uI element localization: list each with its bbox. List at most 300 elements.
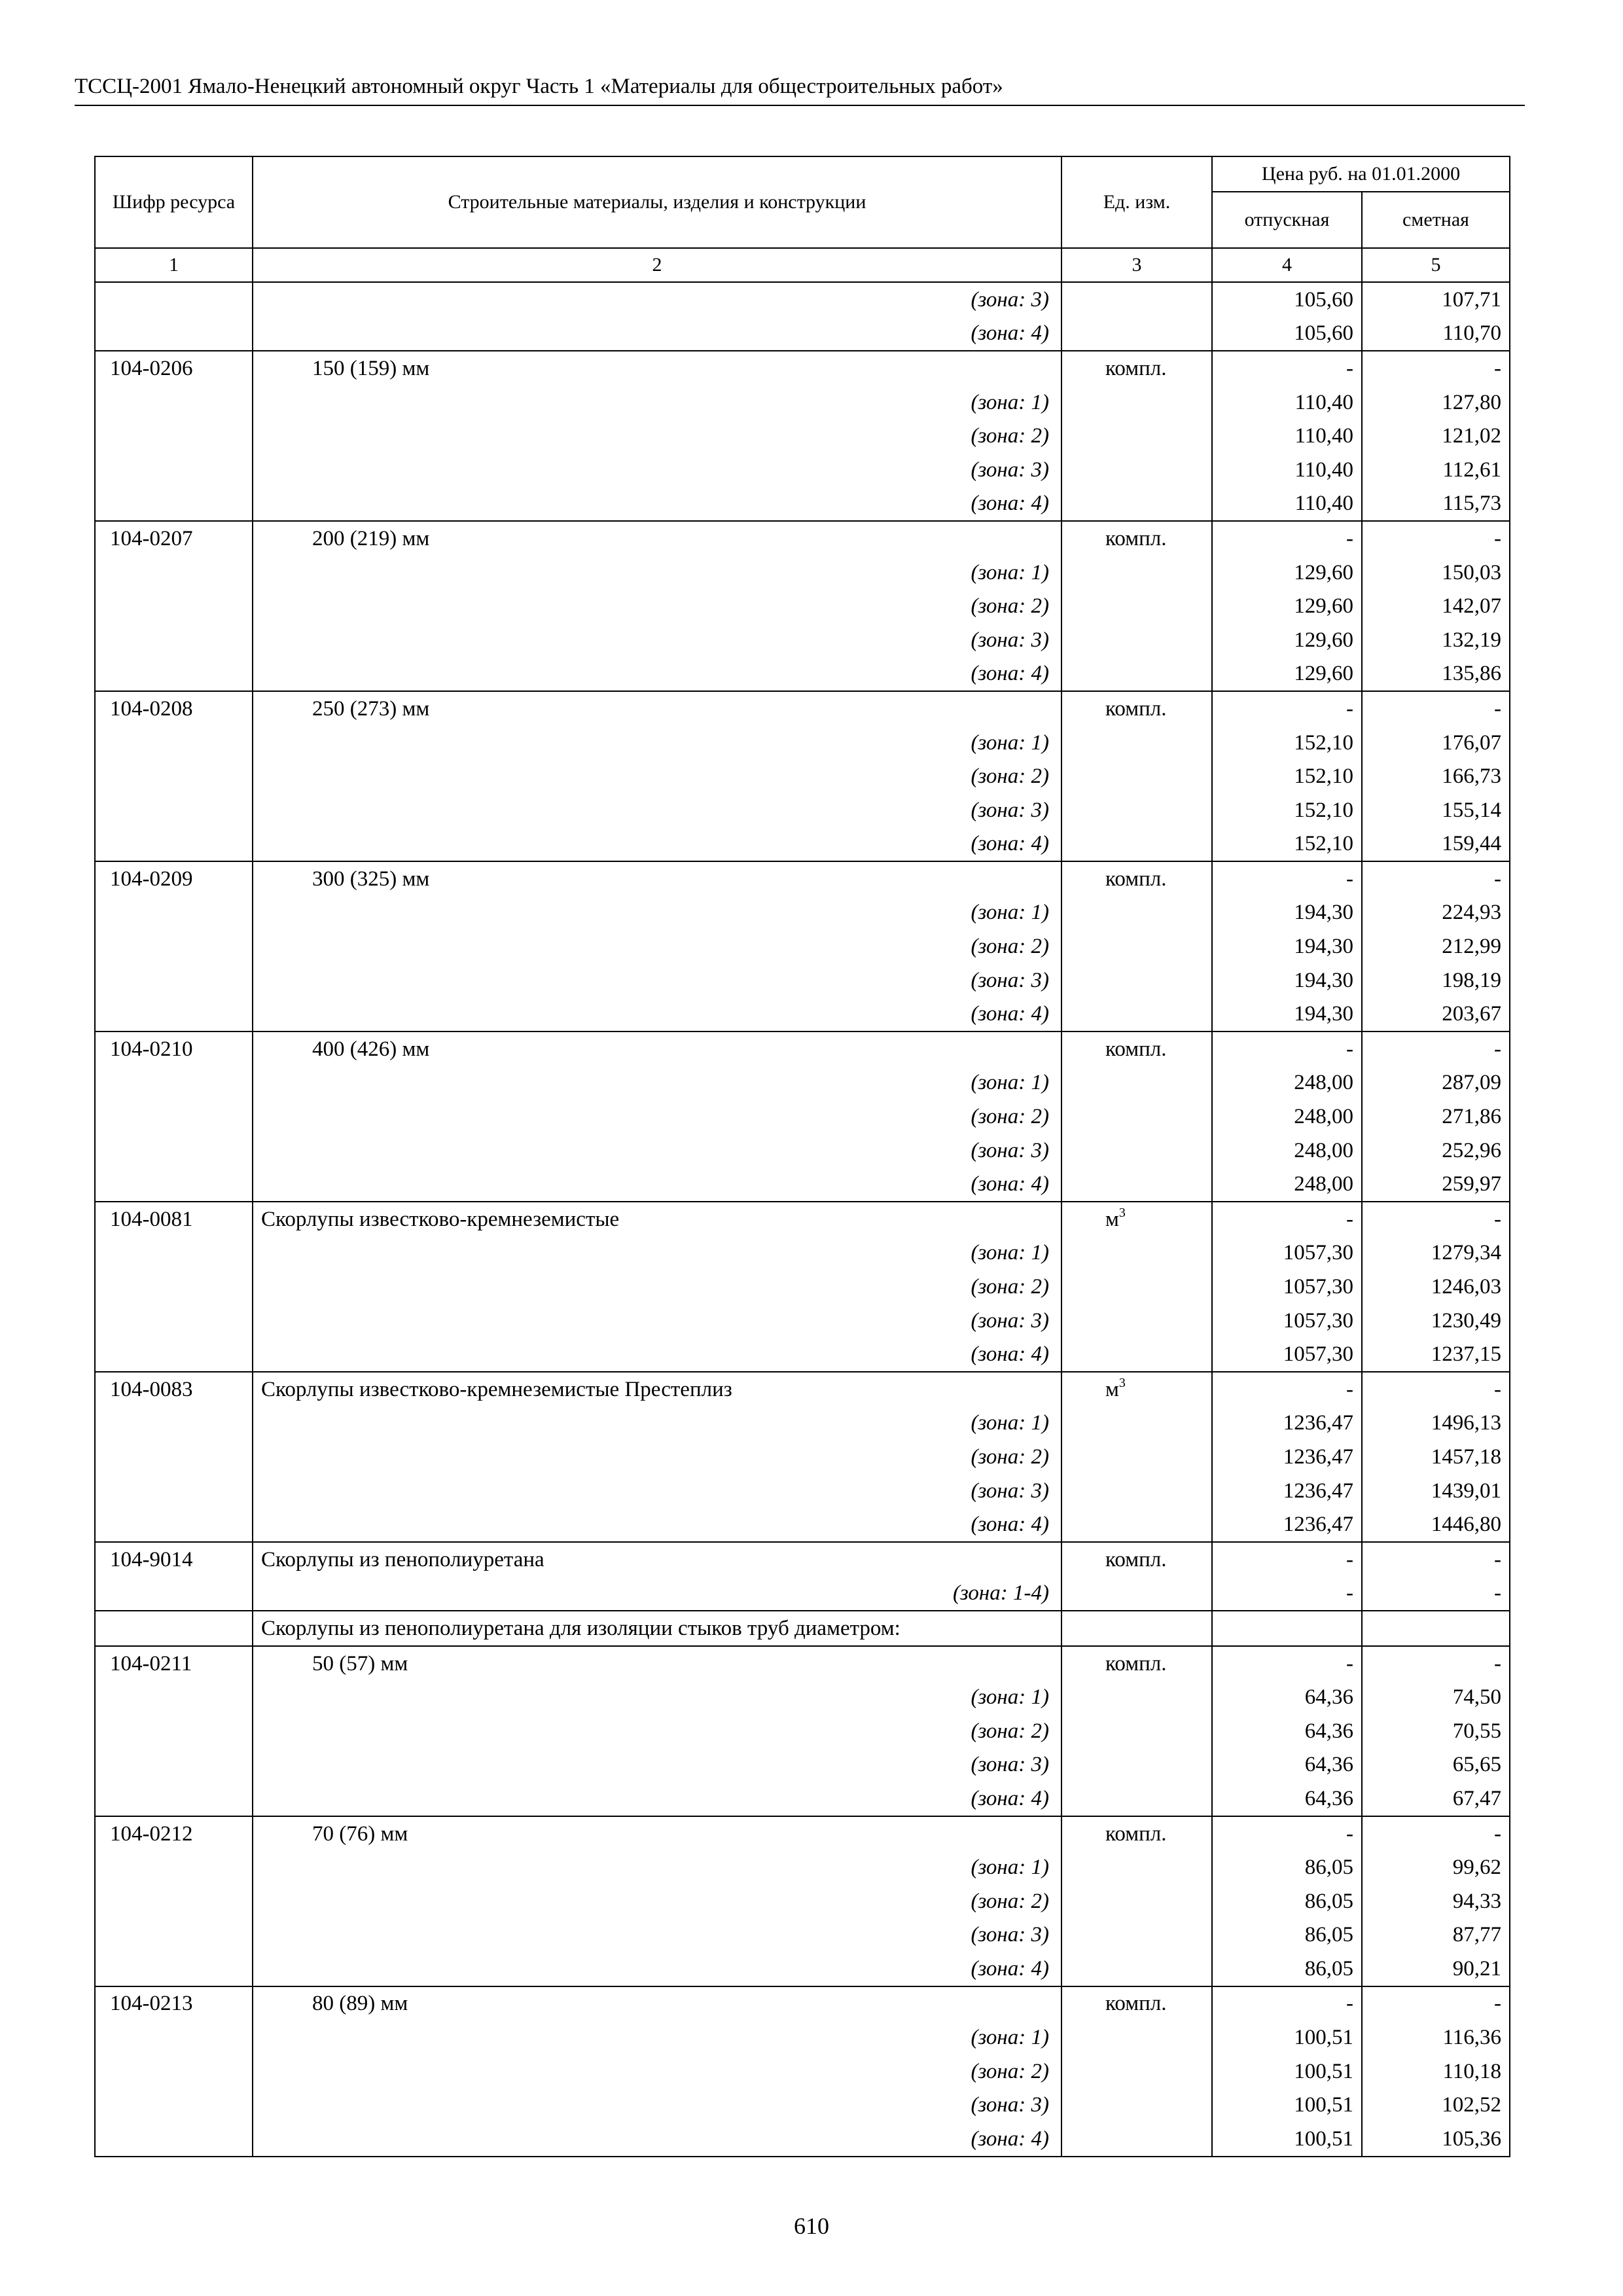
table-row (95, 1986, 1510, 2021)
unit-cell (1061, 1100, 1212, 1134)
estimate-price-cell: 112,61 (1362, 453, 1510, 487)
table-row (95, 1236, 1510, 1270)
unit-cell (1061, 1270, 1212, 1304)
unit-cell (1061, 487, 1212, 522)
estimate-price-cell: 212,99 (1362, 929, 1510, 963)
table-row (95, 1474, 1510, 1508)
unit-cell (1061, 1646, 1212, 1681)
estimate-price-cell: 198,19 (1362, 963, 1510, 997)
table-row (95, 2054, 1510, 2089)
release-price-cell: 194,30 (1212, 896, 1362, 930)
table-row (95, 1850, 1510, 1884)
unit-cell (1061, 929, 1212, 963)
release-price-cell: 1057,30 (1212, 1304, 1362, 1338)
release-price-cell: 152,10 (1212, 726, 1362, 760)
column-number-3: 3 (1061, 248, 1212, 282)
zone-label-cell: (зона: 4) (253, 1167, 1061, 1202)
resource-code-cell (95, 896, 253, 930)
release-price-cell: 129,60 (1212, 589, 1362, 623)
unit-text: компл. (1105, 526, 1167, 550)
resource-code-cell: 104-0081 (95, 1202, 253, 1236)
table-row (95, 351, 1510, 386)
resource-code-cell (95, 419, 253, 453)
material-name-cell: 50 (57) мм (253, 1646, 1061, 1681)
release-price-cell: - (1212, 691, 1362, 726)
estimate-price-cell: - (1362, 1542, 1510, 1577)
unit-cell (1061, 317, 1212, 351)
table-row (95, 1542, 1510, 1577)
unit-cell (1061, 453, 1212, 487)
resource-code-cell (95, 282, 253, 317)
table-row (95, 386, 1510, 420)
release-price-cell: - (1212, 861, 1362, 896)
table-row (95, 929, 1510, 963)
zone-label-cell: (зона: 3) (253, 1748, 1061, 1782)
zone-label-cell: (зона: 1) (253, 556, 1061, 590)
table-row (95, 759, 1510, 793)
unit-text: компл. (1105, 356, 1167, 380)
estimate-price-cell: 107,71 (1362, 282, 1510, 317)
table-row (95, 726, 1510, 760)
resource-code-cell (95, 726, 253, 760)
material-name-cell: 70 (76) мм (253, 1816, 1061, 1851)
unit-text: м (1105, 1207, 1119, 1231)
table-row (95, 997, 1510, 1031)
resource-code-cell (95, 1134, 253, 1168)
unit-cell (1061, 726, 1212, 760)
unit-cell (1061, 1714, 1212, 1748)
zone-label-cell: (зона: 4) (253, 1507, 1061, 1542)
zone-label-cell: (зона: 1) (253, 2020, 1061, 2054)
zone-label-cell: (зона: 4) (253, 1782, 1061, 1816)
release-price-cell: - (1212, 1646, 1362, 1681)
zone-label-cell: (зона: 2) (253, 1884, 1061, 1918)
release-price-cell: 1236,47 (1212, 1407, 1362, 1441)
table-row (95, 657, 1510, 692)
resource-code-cell (95, 1270, 253, 1304)
release-price-cell: 129,60 (1212, 556, 1362, 590)
table-row (95, 317, 1510, 351)
estimate-price-cell: - (1362, 1646, 1510, 1681)
unit-text: компл. (1105, 1037, 1167, 1061)
resource-code-cell (95, 1748, 253, 1782)
release-price-cell: 86,05 (1212, 1850, 1362, 1884)
table-row (95, 282, 1510, 317)
estimate-price-cell: 90,21 (1362, 1952, 1510, 1986)
estimate-price-cell: 110,70 (1362, 317, 1510, 351)
material-name-cell: 400 (426) мм (253, 1031, 1061, 1066)
estimate-price-cell: 1496,13 (1362, 1407, 1510, 1441)
estimate-price-cell: 105,36 (1362, 2122, 1510, 2157)
unit-text: компл. (1105, 1992, 1167, 2016)
material-name-cell: 300 (325) мм (253, 861, 1061, 896)
estimate-price-cell: 1237,15 (1362, 1337, 1510, 1372)
table-row (95, 1066, 1510, 1100)
unit-text: компл. (1105, 696, 1167, 721)
release-price-cell: 86,05 (1212, 1952, 1362, 1986)
table-row (95, 623, 1510, 657)
zone-label-cell: (зона: 2) (253, 1440, 1061, 1474)
estimate-price-cell: - (1362, 351, 1510, 386)
column-number-2: 2 (253, 248, 1061, 282)
table-row (95, 1407, 1510, 1441)
zone-label-cell: (зона: 2) (253, 2054, 1061, 2089)
resource-code-cell (95, 623, 253, 657)
resource-code-cell (95, 1236, 253, 1270)
resource-code-cell (95, 1337, 253, 1372)
table-row (95, 1816, 1510, 1851)
material-name-cell: 250 (273) мм (253, 691, 1061, 726)
table-row (95, 589, 1510, 623)
zone-label-cell: (зона: 2) (253, 759, 1061, 793)
zone-label-cell: (зона: 1) (253, 896, 1061, 930)
resource-code-cell (95, 1304, 253, 1338)
release-price-cell: 248,00 (1212, 1134, 1362, 1168)
release-price-cell: - (1212, 1031, 1362, 1066)
unit-cell (1061, 861, 1212, 896)
estimate-price-cell: - (1362, 1577, 1510, 1611)
unit-cell (1061, 1134, 1212, 1168)
estimate-price-cell (1362, 1611, 1510, 1646)
unit-cell (1061, 1407, 1212, 1441)
resource-code-cell (95, 317, 253, 351)
material-name-cell: 200 (219) мм (253, 521, 1061, 556)
unit-cell (1061, 1782, 1212, 1816)
material-name-cell: 150 (159) мм (253, 351, 1061, 386)
table-row (95, 1202, 1510, 1236)
release-price-cell: 100,51 (1212, 2088, 1362, 2122)
release-price-cell: 129,60 (1212, 623, 1362, 657)
unit-cell (1061, 2122, 1212, 2157)
resource-code-cell: 104-9014 (95, 1542, 253, 1577)
release-price-cell: 1236,47 (1212, 1440, 1362, 1474)
estimate-price-cell: 271,86 (1362, 1100, 1510, 1134)
zone-label-cell: (зона: 3) (253, 963, 1061, 997)
estimate-price-cell: 1446,80 (1362, 1507, 1510, 1542)
column-header-code: Шифр ресурса (95, 156, 253, 248)
unit-cell (1061, 1304, 1212, 1338)
unit-cell (1061, 1167, 1212, 1202)
column-header-release-price: отпускная (1212, 192, 1362, 248)
unit-exponent: 3 (1118, 1205, 1126, 1220)
table-row (95, 1680, 1510, 1714)
table-row (95, 1031, 1510, 1066)
resource-code-cell (95, 1952, 253, 1986)
estimate-price-cell: - (1362, 1986, 1510, 2021)
zone-label-cell: (зона: 3) (253, 1304, 1061, 1338)
resource-code-cell (95, 929, 253, 963)
estimate-price-cell: 121,02 (1362, 419, 1510, 453)
column-header-name: Строительные материалы, изделия и конструкции (253, 156, 1061, 248)
unit-cell (1061, 1474, 1212, 1508)
zone-label-cell: (зона: 4) (253, 2122, 1061, 2157)
resource-code-cell (95, 827, 253, 862)
release-price-cell: 248,00 (1212, 1167, 1362, 1202)
zone-label-cell: (зона: 1) (253, 1850, 1061, 1884)
unit-cell (1061, 556, 1212, 590)
release-price-cell: 152,10 (1212, 793, 1362, 827)
resource-code-cell (95, 793, 253, 827)
release-price-cell: 110,40 (1212, 386, 1362, 420)
unit-cell (1061, 1202, 1212, 1236)
unit-cell (1061, 2020, 1212, 2054)
unit-cell (1061, 997, 1212, 1031)
estimate-price-cell: 99,62 (1362, 1850, 1510, 1884)
table-row (95, 1337, 1510, 1372)
zone-label-cell: (зона: 3) (253, 2088, 1061, 2122)
release-price-cell: 1057,30 (1212, 1337, 1362, 1372)
resource-code-cell (95, 1680, 253, 1714)
resource-code-cell (95, 1577, 253, 1611)
zone-label-cell: (зона: 3) (253, 623, 1061, 657)
resource-code-cell: 104-0209 (95, 861, 253, 896)
zone-label-cell: (зона: 2) (253, 929, 1061, 963)
zone-label-cell: (зона: 2) (253, 1100, 1061, 1134)
estimate-price-cell: 102,52 (1362, 2088, 1510, 2122)
unit-cell (1061, 1507, 1212, 1542)
estimate-price-cell: 224,93 (1362, 896, 1510, 930)
release-price-cell: 110,40 (1212, 419, 1362, 453)
column-number-5: 5 (1362, 248, 1510, 282)
unit-exponent: 3 (1118, 1375, 1126, 1390)
estimate-price-cell: 155,14 (1362, 793, 1510, 827)
release-price-cell: 100,51 (1212, 2054, 1362, 2089)
table-row (95, 1884, 1510, 1918)
table-row (95, 521, 1510, 556)
estimate-price-cell: - (1362, 521, 1510, 556)
unit-cell (1061, 1031, 1212, 1066)
estimate-price-cell: 150,03 (1362, 556, 1510, 590)
unit-cell (1061, 1611, 1212, 1646)
unit-text: м (1105, 1377, 1119, 1401)
unit-text: компл. (1105, 1651, 1167, 1676)
table-row (95, 1167, 1510, 1202)
table-row (95, 1646, 1510, 1681)
table-row (95, 1714, 1510, 1748)
table-row (95, 1918, 1510, 1952)
release-price-cell: 86,05 (1212, 1884, 1362, 1918)
unit-cell (1061, 827, 1212, 862)
unit-cell (1061, 1884, 1212, 1918)
unit-cell (1061, 419, 1212, 453)
estimate-price-cell: 203,67 (1362, 997, 1510, 1031)
estimate-price-cell: 1439,01 (1362, 1474, 1510, 1508)
zone-label-cell: (зона: 1-4) (253, 1577, 1061, 1611)
release-price-cell: 105,60 (1212, 317, 1362, 351)
release-price-cell: - (1212, 1577, 1362, 1611)
table-row (95, 1304, 1510, 1338)
release-price-cell: 86,05 (1212, 1918, 1362, 1952)
price-table-header (95, 156, 1510, 282)
unit-cell (1061, 1680, 1212, 1714)
estimate-price-cell: 1230,49 (1362, 1304, 1510, 1338)
resource-code-cell (95, 1474, 253, 1508)
release-price-cell: 110,40 (1212, 487, 1362, 522)
resource-code-cell (95, 2020, 253, 2054)
table-row (95, 556, 1510, 590)
release-price-cell: 1236,47 (1212, 1507, 1362, 1542)
unit-cell (1061, 1337, 1212, 1372)
unit-cell (1061, 2054, 1212, 2089)
unit-cell (1061, 1986, 1212, 2021)
resource-code-cell (95, 1782, 253, 1816)
release-price-cell: 152,10 (1212, 827, 1362, 862)
page-number: 610 (794, 2213, 829, 2239)
unit-cell (1061, 1816, 1212, 1851)
zone-label-cell: (зона: 3) (253, 1134, 1061, 1168)
estimate-price-cell: 74,50 (1362, 1680, 1510, 1714)
release-price-cell: 1057,30 (1212, 1270, 1362, 1304)
zone-label-cell: (зона: 1) (253, 386, 1061, 420)
unit-cell (1061, 1952, 1212, 1986)
zone-label-cell: (зона: 4) (253, 657, 1061, 692)
zone-label-cell: (зона: 4) (253, 1952, 1061, 1986)
unit-cell (1061, 282, 1212, 317)
material-name-cell: Скорлупы известково-кремнеземистые (253, 1202, 1061, 1236)
header-divider (75, 105, 1525, 106)
estimate-price-cell: - (1362, 861, 1510, 896)
release-price-cell: 110,40 (1212, 453, 1362, 487)
estimate-price-cell: - (1362, 691, 1510, 726)
zone-label-cell: (зона: 3) (253, 793, 1061, 827)
unit-cell (1061, 1372, 1212, 1407)
column-header-price-group: Цена руб. на 01.01.2000 (1212, 156, 1510, 192)
zone-label-cell: (зона: 4) (253, 487, 1061, 522)
estimate-price-cell: 87,77 (1362, 1918, 1510, 1952)
material-name-cell: 80 (89) мм (253, 1986, 1061, 2021)
estimate-price-cell: 259,97 (1362, 1167, 1510, 1202)
table-row (95, 2020, 1510, 2054)
release-price-cell: - (1212, 1816, 1362, 1851)
table-row (95, 1577, 1510, 1611)
release-price-cell: 248,00 (1212, 1066, 1362, 1100)
resource-code-cell (95, 1407, 253, 1441)
estimate-price-cell: 67,47 (1362, 1782, 1510, 1816)
resource-code-cell (95, 1918, 253, 1952)
release-price-cell: 194,30 (1212, 929, 1362, 963)
zone-label-cell: (зона: 2) (253, 1714, 1061, 1748)
column-number-1: 1 (95, 248, 253, 282)
estimate-price-cell: 115,73 (1362, 487, 1510, 522)
unit-text: компл. (1105, 1821, 1167, 1846)
resource-code-cell (95, 1167, 253, 1202)
zone-label-cell: (зона: 1) (253, 1680, 1061, 1714)
table-row (95, 1134, 1510, 1168)
zone-label-cell: (зона: 1) (253, 1407, 1061, 1441)
resource-code-cell: 104-0213 (95, 1986, 253, 2021)
column-header-unit: Ед. изм. (1061, 156, 1212, 248)
resource-code-cell: 104-0211 (95, 1646, 253, 1681)
unit-cell (1061, 521, 1212, 556)
resource-code-cell (95, 453, 253, 487)
resource-code-cell (95, 997, 253, 1031)
release-price-cell: 194,30 (1212, 997, 1362, 1031)
resource-code-cell (95, 386, 253, 420)
release-price-cell: 1236,47 (1212, 1474, 1362, 1508)
unit-cell (1061, 1577, 1212, 1611)
price-table-body (95, 282, 1510, 2157)
estimate-price-cell: 94,33 (1362, 1884, 1510, 1918)
zone-label-cell: (зона: 3) (253, 1474, 1061, 1508)
table-row (95, 963, 1510, 997)
resource-code-cell (95, 1066, 253, 1100)
resource-code-cell: 104-0206 (95, 351, 253, 386)
unit-cell (1061, 963, 1212, 997)
table-row (95, 861, 1510, 896)
estimate-price-cell: 1279,34 (1362, 1236, 1510, 1270)
resource-code-cell (95, 1100, 253, 1134)
resource-code-cell (95, 1714, 253, 1748)
resource-code-cell (95, 1884, 253, 1918)
resource-code-cell (95, 589, 253, 623)
release-price-cell: - (1212, 1986, 1362, 2021)
estimate-price-cell: 166,73 (1362, 759, 1510, 793)
release-price-cell: 100,51 (1212, 2122, 1362, 2157)
unit-cell (1061, 691, 1212, 726)
table-row (95, 1270, 1510, 1304)
unit-cell (1061, 1748, 1212, 1782)
price-table (94, 156, 1510, 2157)
resource-code-cell (95, 759, 253, 793)
zone-label-cell: (зона: 1) (253, 1066, 1061, 1100)
unit-cell (1061, 1066, 1212, 1100)
release-price-cell: 64,36 (1212, 1782, 1362, 1816)
release-price-cell: - (1212, 521, 1362, 556)
page-header-title: ТССЦ-2001 Ямало-Ненецкий автономный округ Часть 1 «Материалы для общестроительных работ» (75, 75, 1003, 98)
zone-label-cell: (зона: 1) (253, 1236, 1061, 1270)
table-row (95, 2088, 1510, 2122)
table-row (95, 691, 1510, 726)
resource-code-cell (95, 1507, 253, 1542)
zone-label-cell: (зона: 4) (253, 827, 1061, 862)
resource-code-cell (95, 487, 253, 522)
release-price-cell: 100,51 (1212, 2020, 1362, 2054)
section-heading-cell: Скорлупы из пенополиуретана для изоляции стыков труб диаметром: (253, 1611, 1061, 1646)
table-row (95, 896, 1510, 930)
estimate-price-cell: 127,80 (1362, 386, 1510, 420)
release-price-cell: 64,36 (1212, 1714, 1362, 1748)
zone-label-cell: (зона: 2) (253, 1270, 1061, 1304)
estimate-price-cell: 176,07 (1362, 726, 1510, 760)
release-price-cell: 64,36 (1212, 1748, 1362, 1782)
estimate-price-cell: - (1362, 1816, 1510, 1851)
release-price-cell: 194,30 (1212, 963, 1362, 997)
estimate-price-cell: 70,55 (1362, 1714, 1510, 1748)
table-row (95, 1507, 1510, 1542)
table-row (95, 793, 1510, 827)
table-row (95, 487, 1510, 522)
release-price-cell: 129,60 (1212, 657, 1362, 692)
unit-text: компл. (1105, 1547, 1167, 1571)
zone-label-cell: (зона: 2) (253, 589, 1061, 623)
resource-code-cell (95, 2088, 253, 2122)
table-row (95, 1748, 1510, 1782)
release-price-cell: 1057,30 (1212, 1236, 1362, 1270)
resource-code-cell (95, 1611, 253, 1646)
unit-cell (1061, 386, 1212, 420)
table-row (95, 827, 1510, 862)
table-row (95, 1952, 1510, 1986)
resource-code-cell (95, 2054, 253, 2089)
estimate-price-cell: 135,86 (1362, 657, 1510, 692)
column-header-estimate-price: сметная (1362, 192, 1510, 248)
unit-cell (1061, 1236, 1212, 1270)
table-row (95, 2122, 1510, 2157)
table-row (95, 453, 1510, 487)
unit-cell (1061, 1850, 1212, 1884)
unit-cell (1061, 623, 1212, 657)
estimate-price-cell: - (1362, 1202, 1510, 1236)
